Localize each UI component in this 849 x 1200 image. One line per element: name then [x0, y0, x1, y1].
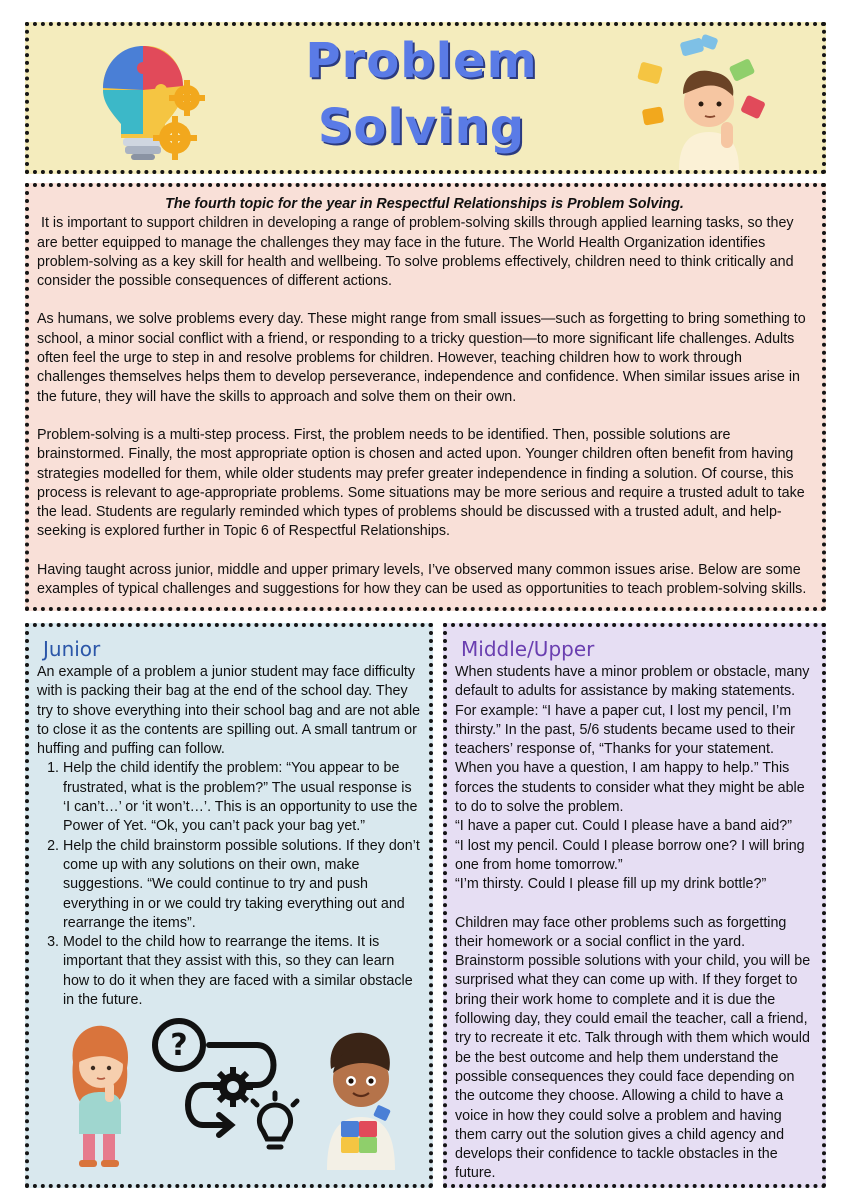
intro-paragraph: Having taught across junior, middle and upper primary levels, I’ve observed many common issues arise. Below are some examples of typical challenges and suggestions for how they can be used as opportunities to teach problem-solving skills.	[37, 561, 807, 598]
intro-paragraph: It is important to support children in developing a range of problem-solving skills through applied learning tasks, so they are better equipped to manage the challenges they may face in the future. The World Health Organization identifies problem-solving as a key skill for health and wellbeing. To solve problems effectively, children need to think critically and consider the possible consequences of different actions.	[37, 215, 798, 290]
middle-example-line: “I lost my pencil. Could I please borrow one? I will bring one from home tomorrow.”	[455, 837, 805, 873]
question-gear-lightbulb-process-icon	[147, 1015, 307, 1165]
page-title-line1: Problem	[305, 33, 538, 89]
intro-lead: The fourth topic for the year in Respectful Relationships is Problem Solving.	[165, 196, 684, 212]
puzzle-lightbulb-gears-icon	[91, 38, 211, 163]
middle-paragraph: Children may face other problems such as forgetting their homework or a social conflict in the yard. Brainstorm possible solutions with your child, you will be surprised what they can come up with. If they forget to bring their work home to complete and it is due the following day, they could email the teacher, call a friend, try to recreate it etc. Talk through with them which would be the best outcome and help them understand the possible consequences they could face depending on the outcome they choose. Allowing a child to have a voice in how they could solve a problem and having them carry out the solution gives a child agency and develops their confidence to tackle obstacles in the future.	[455, 914, 811, 1182]
middle-upper-heading: Middle/Upper	[461, 637, 595, 661]
header-banner	[25, 22, 826, 174]
middle-example-line: “I’m thirsty. Could I please fill up my drink bottle?”	[455, 876, 767, 893]
junior-steps-list	[37, 759, 421, 1010]
thinking-girl-icon	[59, 1022, 139, 1172]
svg-text:?: ?	[170, 1028, 188, 1063]
page-title-line2: Solving	[317, 99, 526, 155]
middle-paragraph: When students have a minor problem or obstacle, many default to adults for assistance by making statements. For example: “I have a paper cut, I lost my pencil, I’m thirsty.” In the past, 5/6 students became used to their teachers’ response of, “Thanks for your statement. When you have a question, I am happy to help.” This forces the students to consider what they might be able to do to solve the problem.	[455, 664, 810, 816]
junior-section	[25, 623, 433, 1188]
list-item: 3. Model to the child how to rearrange the items. It is important that they assist with this, so they can learn how to do it when they are faced with a similar obstacle in the future.	[63, 933, 421, 1010]
junior-intro: An example of a problem a junior student may face difficulty with is packing their bag at the end of the school day. They try to shove everything into their school bag and are not able to close it as the contents are spilling out. A small tantrum or huffing and puffing can follow.	[37, 664, 421, 758]
middle-upper-section	[443, 623, 826, 1188]
boy-with-puzzle-icon	[311, 1025, 411, 1170]
intro-paragraph: As humans, we solve problems every day. These might range from small issues—such as forgetting to bring something to school, a minor social conflict with a friend, or responding to a tricky question—to more significant life challenges. Adults often feel the urge to step in and resolve problems for children. However, teaching children how to work through challenges themselves helps them to develop perseverance, independence and confidence. When similar issues arise in the future, they will have the skills to approach and solve them on their own.	[37, 311, 806, 405]
junior-heading: Junior	[43, 637, 101, 661]
intro-paragraph: Problem-solving is a multi-step process. First, the problem needs to be identified. Then, possible solutions are brainstormed. Finally, the most appropriate option is chosen and acted upon. Younger children often benefit from having strategies modelled for them, while older students may prefer greater independence in finding a solution. Of course, this process is relevant to age-appropriate problems. Some situations may be more serious and require a trusted adult to take the lead. Students are regularly reminded which types of problems should be discussed with a trusted adult, and help-seeking is explored further in Topic 6 of Respectful Relationships.	[37, 426, 805, 540]
intro-section	[25, 183, 826, 611]
thinking-boy-puzzle-pieces-icon	[631, 32, 791, 170]
middle-example-line: “I have a paper cut. Could I please have a band aid?”	[455, 818, 792, 835]
list-item: 2. Help the child brainstorm possible solutions. If they don’t come up with any solutions on their own, make suggestions. “We could continue to try and push everything in or we could try taking everything out and rearrange the items”.	[63, 837, 421, 933]
list-item: 1. Help the child identify the problem: “You appear to be frustrated, what is the problem?” The usual response is ‘I can’t…’ or ‘it won’t…’. This is an opportunity to use the Power of Yet. “Ok, you can’t pack your bag yet.”	[63, 759, 421, 836]
